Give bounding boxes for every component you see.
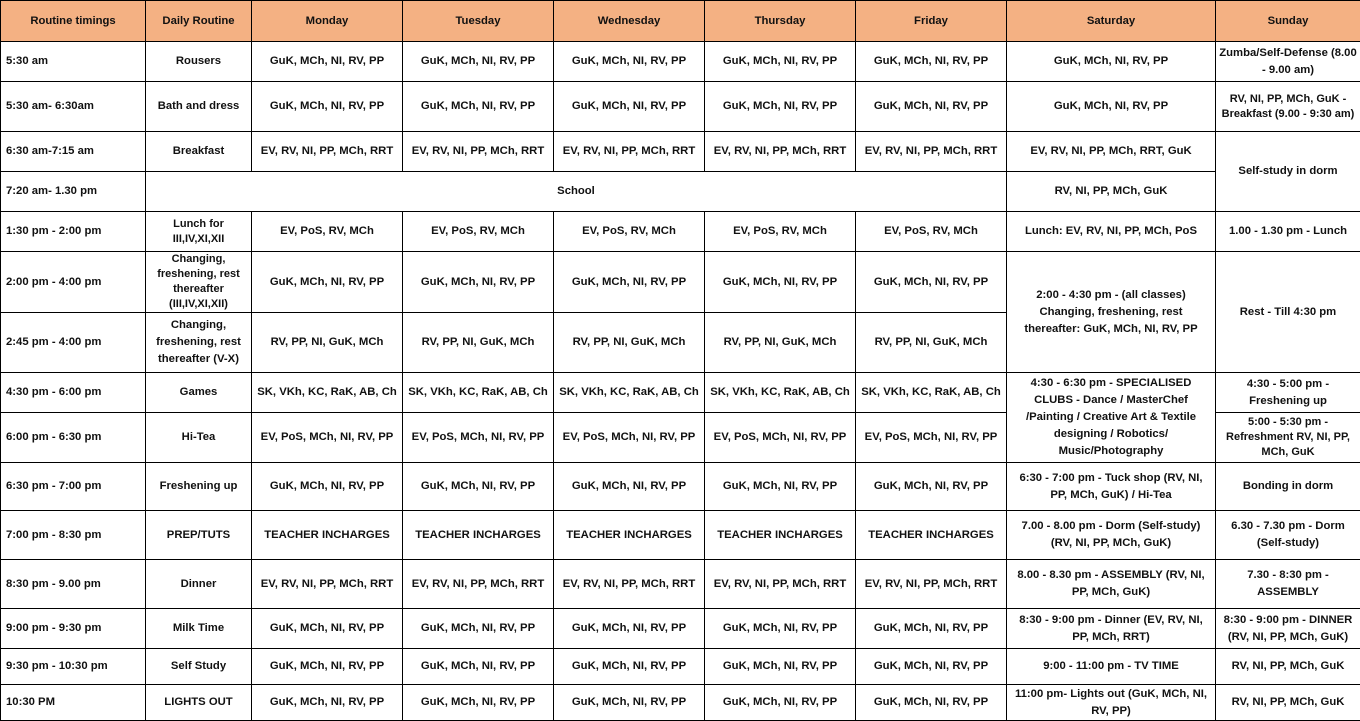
table-row xyxy=(1,463,1360,511)
routine-cell: Bath and dress xyxy=(146,82,252,132)
routine-cell: Breakfast xyxy=(146,132,252,172)
time-cell: 6:30 pm - 7:00 pm xyxy=(1,463,146,511)
monday-cell: GuK, MCh, NI, RV, PP xyxy=(252,82,403,132)
wednesday-cell: RV, PP, NI, GuK, MCh xyxy=(554,313,705,373)
time-cell: 9:00 pm - 9:30 pm xyxy=(1,609,146,649)
monday-cell: GuK, MCh, NI, RV, PP xyxy=(252,463,403,511)
thursday-cell: EV, RV, NI, PP, MCh, RRT xyxy=(705,132,856,172)
thursday-cell: TEACHER INCHARGES xyxy=(705,511,856,560)
wednesday-cell: GuK, MCh, NI, RV, PP xyxy=(554,685,705,721)
sunday-cell: RV, NI, PP, MCh, GuK xyxy=(1216,685,1360,721)
sunday-cell: Self-study in dorm xyxy=(1216,132,1360,212)
tuesday-cell: TEACHER INCHARGES xyxy=(403,511,554,560)
time-cell: 4:30 pm - 6:00 pm xyxy=(1,373,146,413)
monday-cell: GuK, MCh, NI, RV, PP xyxy=(252,252,403,313)
monday-cell: EV, RV, NI, PP, MCh, RRT xyxy=(252,560,403,609)
table-row xyxy=(1,42,1360,82)
table-row xyxy=(1,172,1360,212)
monday-cell: EV, PoS, MCh, NI, RV, PP xyxy=(252,413,403,463)
routine-cell: Hi-Tea xyxy=(146,413,252,463)
wednesday-cell: EV, PoS, MCh, NI, RV, PP xyxy=(554,413,705,463)
thursday-cell: EV, PoS, RV, MCh xyxy=(705,212,856,252)
friday-cell: RV, PP, NI, GuK, MCh xyxy=(856,313,1007,373)
friday-cell: GuK, MCh, NI, RV, PP xyxy=(856,42,1007,82)
sunday-cell: RV, NI, PP, MCh, GuK xyxy=(1216,649,1360,685)
saturday-cell: RV, NI, PP, MCh, GuK xyxy=(1007,172,1216,212)
friday-cell: EV, PoS, RV, MCh xyxy=(856,212,1007,252)
time-cell: 7:20 am- 1.30 pm xyxy=(1,172,146,212)
routine-cell: Freshening up xyxy=(146,463,252,511)
table-row xyxy=(1,649,1360,685)
thursday-cell: RV, PP, NI, GuK, MCh xyxy=(705,313,856,373)
tuesday-cell: GuK, MCh, NI, RV, PP xyxy=(403,649,554,685)
friday-cell: EV, RV, NI, PP, MCh, RRT xyxy=(856,132,1007,172)
routine-cell: Dinner xyxy=(146,560,252,609)
tuesday-cell: GuK, MCh, NI, RV, PP xyxy=(403,82,554,132)
header-routine-timings: Routine timings xyxy=(1,1,146,42)
wednesday-cell: SK, VKh, KC, RaK, AB, Ch xyxy=(554,373,705,413)
thursday-cell: GuK, MCh, NI, RV, PP xyxy=(705,82,856,132)
wednesday-cell: GuK, MCh, NI, RV, PP xyxy=(554,82,705,132)
tuesday-cell: GuK, MCh, NI, RV, PP xyxy=(403,609,554,649)
thursday-cell: EV, PoS, MCh, NI, RV, PP xyxy=(705,413,856,463)
header-monday: Monday xyxy=(252,1,403,42)
header-tuesday: Tuesday xyxy=(403,1,554,42)
sunday-cell: 5:00 - 5:30 pm - Refreshment RV, NI, PP, MCh, GuK xyxy=(1216,413,1360,463)
routine-cell: Milk Time xyxy=(146,609,252,649)
time-cell: 10:30 PM xyxy=(1,685,146,721)
header-thursday: Thursday xyxy=(705,1,856,42)
tuesday-cell: EV, PoS, MCh, NI, RV, PP xyxy=(403,413,554,463)
monday-cell: GuK, MCh, NI, RV, PP xyxy=(252,42,403,82)
time-cell: 5:30 am- 6:30am xyxy=(1,82,146,132)
saturday-cell: 11:00 pm- Lights out (GuK, MCh, NI, RV, PP) xyxy=(1007,685,1216,721)
table-row xyxy=(1,685,1360,721)
table-row xyxy=(1,560,1360,609)
friday-cell: GuK, MCh, NI, RV, PP xyxy=(856,609,1007,649)
saturday-cell: 6:30 - 7:00 pm - Tuck shop (RV, NI, PP, MCh, GuK) / Hi-Tea xyxy=(1007,463,1216,511)
tuesday-cell: GuK, MCh, NI, RV, PP xyxy=(403,42,554,82)
sunday-cell: Rest - Till 4:30 pm xyxy=(1216,252,1360,373)
table-row xyxy=(1,252,1360,313)
saturday-cell: 7.00 - 8.00 pm - Dorm (Self-study) (RV, NI, PP, MCh, GuK) xyxy=(1007,511,1216,560)
wednesday-cell: EV, RV, NI, PP, MCh, RRT xyxy=(554,560,705,609)
time-cell: 7:00 pm - 8:30 pm xyxy=(1,511,146,560)
tuesday-cell: SK, VKh, KC, RaK, AB, Ch xyxy=(403,373,554,413)
thursday-cell: GuK, MCh, NI, RV, PP xyxy=(705,42,856,82)
tuesday-cell: GuK, MCh, NI, RV, PP xyxy=(403,463,554,511)
monday-cell: TEACHER INCHARGES xyxy=(252,511,403,560)
tuesday-cell: EV, RV, NI, PP, MCh, RRT xyxy=(403,132,554,172)
header-saturday: Saturday xyxy=(1007,1,1216,42)
friday-cell: SK, VKh, KC, RaK, AB, Ch xyxy=(856,373,1007,413)
monday-cell: EV, PoS, RV, MCh xyxy=(252,212,403,252)
time-cell: 8:30 pm - 9.00 pm xyxy=(1,560,146,609)
time-cell: 9:30 pm - 10:30 pm xyxy=(1,649,146,685)
sunday-cell: 8:30 - 9:00 pm - DINNER (RV, NI, PP, MCh, GuK) xyxy=(1216,609,1360,649)
header-wednesday: Wednesday xyxy=(554,1,705,42)
table-row xyxy=(1,373,1360,413)
sunday-cell: 6.30 - 7.30 pm - Dorm (Self-study) xyxy=(1216,511,1360,560)
wednesday-cell: TEACHER INCHARGES xyxy=(554,511,705,560)
wednesday-cell: GuK, MCh, NI, RV, PP xyxy=(554,609,705,649)
thursday-cell: GuK, MCh, NI, RV, PP xyxy=(705,609,856,649)
routine-cell: Lunch for III,IV,XI,XII xyxy=(146,212,252,252)
friday-cell: GuK, MCh, NI, RV, PP xyxy=(856,463,1007,511)
table-row xyxy=(1,511,1360,560)
time-cell: 6:30 am-7:15 am xyxy=(1,132,146,172)
time-cell: 6:00 pm - 6:30 pm xyxy=(1,413,146,463)
wednesday-cell: GuK, MCh, NI, RV, PP xyxy=(554,463,705,511)
friday-cell: TEACHER INCHARGES xyxy=(856,511,1007,560)
sunday-cell: Zumba/Self-Defense (8.00 - 9.00 am) xyxy=(1216,42,1360,82)
routine-cell: Changing, freshening, rest thereafter (V-X) xyxy=(146,313,252,373)
time-cell: 2:45 pm - 4:00 pm xyxy=(1,313,146,373)
table-row xyxy=(1,132,1360,172)
tuesday-cell: GuK, MCh, NI, RV, PP xyxy=(403,252,554,313)
monday-cell: EV, RV, NI, PP, MCh, RRT xyxy=(252,132,403,172)
saturday-cell: 2:00 - 4:30 pm - (all classes) Changing, freshening, rest thereafter: GuK, MCh, NI, RV, PP xyxy=(1007,252,1216,373)
sunday-cell: 1.00 - 1.30 pm - Lunch xyxy=(1216,212,1360,252)
saturday-cell: 8:30 - 9:00 pm - Dinner (EV, RV, NI, PP, MCh, RRT) xyxy=(1007,609,1216,649)
saturday-cell: GuK, MCh, NI, RV, PP xyxy=(1007,82,1216,132)
header-sunday: Sunday xyxy=(1216,1,1360,42)
friday-cell: GuK, MCh, NI, RV, PP xyxy=(856,685,1007,721)
wednesday-cell: GuK, MCh, NI, RV, PP xyxy=(554,42,705,82)
table-row xyxy=(1,609,1360,649)
friday-cell: EV, PoS, MCh, NI, RV, PP xyxy=(856,413,1007,463)
tuesday-cell: RV, PP, NI, GuK, MCh xyxy=(403,313,554,373)
thursday-cell: GuK, MCh, NI, RV, PP xyxy=(705,463,856,511)
routine-cell: PREP/TUTS xyxy=(146,511,252,560)
wednesday-cell: EV, PoS, RV, MCh xyxy=(554,212,705,252)
routine-cell: Changing, freshening, rest thereafter (III,IV,XI,XII) xyxy=(146,252,252,313)
saturday-cell: 8.00 - 8.30 pm - ASSEMBLY (RV, NI, PP, MCh, GuK) xyxy=(1007,560,1216,609)
time-cell: 1:30 pm - 2:00 pm xyxy=(1,212,146,252)
wednesday-cell: GuK, MCh, NI, RV, PP xyxy=(554,649,705,685)
thursday-cell: EV, RV, NI, PP, MCh, RRT xyxy=(705,560,856,609)
saturday-cell: Lunch: EV, RV, NI, PP, MCh, PoS xyxy=(1007,212,1216,252)
routine-cell: Games xyxy=(146,373,252,413)
time-cell: 2:00 pm - 4:00 pm xyxy=(1,252,146,313)
monday-cell: GuK, MCh, NI, RV, PP xyxy=(252,649,403,685)
friday-cell: GuK, MCh, NI, RV, PP xyxy=(856,252,1007,313)
sunday-cell: RV, NI, PP, MCh, GuK - Breakfast (9.00 - 9:30 am) xyxy=(1216,82,1360,132)
thursday-cell: GuK, MCh, NI, RV, PP xyxy=(705,252,856,313)
monday-cell: RV, PP, NI, GuK, MCh xyxy=(252,313,403,373)
sunday-cell: 7.30 - 8:30 pm - ASSEMBLY xyxy=(1216,560,1360,609)
friday-cell: EV, RV, NI, PP, MCh, RRT xyxy=(856,560,1007,609)
tuesday-cell: EV, RV, NI, PP, MCh, RRT xyxy=(403,560,554,609)
saturday-cell: GuK, MCh, NI, RV, PP xyxy=(1007,42,1216,82)
saturday-cell: 4:30 - 6:30 pm - SPECIALISED CLUBS - Dance / MasterChef /Painting / Creative Art & Textile designing / Robotics/ Music/Photography xyxy=(1007,373,1216,463)
monday-cell: GuK, MCh, NI, RV, PP xyxy=(252,685,403,721)
routine-cell: Rousers xyxy=(146,42,252,82)
monday-cell: SK, VKh, KC, RaK, AB, Ch xyxy=(252,373,403,413)
wednesday-cell: GuK, MCh, NI, RV, PP xyxy=(554,252,705,313)
saturday-cell: EV, RV, NI, PP, MCh, RRT, GuK xyxy=(1007,132,1216,172)
table-row xyxy=(1,212,1360,252)
sunday-cell: Bonding in dorm xyxy=(1216,463,1360,511)
friday-cell: GuK, MCh, NI, RV, PP xyxy=(856,649,1007,685)
header-row xyxy=(1,1,1360,42)
thursday-cell: SK, VKh, KC, RaK, AB, Ch xyxy=(705,373,856,413)
header-daily-routine: Daily Routine xyxy=(146,1,252,42)
routine-cell: Self Study xyxy=(146,649,252,685)
routine-cell: LIGHTS OUT xyxy=(146,685,252,721)
time-cell: 5:30 am xyxy=(1,42,146,82)
thursday-cell: GuK, MCh, NI, RV, PP xyxy=(705,685,856,721)
school-cell: School xyxy=(146,172,1007,212)
tuesday-cell: GuK, MCh, NI, RV, PP xyxy=(403,685,554,721)
friday-cell: GuK, MCh, NI, RV, PP xyxy=(856,82,1007,132)
sunday-cell: 4:30 - 5:00 pm - Freshening up xyxy=(1216,373,1360,413)
wednesday-cell: EV, RV, NI, PP, MCh, RRT xyxy=(554,132,705,172)
saturday-cell: 9:00 - 11:00 pm - TV TIME xyxy=(1007,649,1216,685)
table-row xyxy=(1,82,1360,132)
thursday-cell: GuK, MCh, NI, RV, PP xyxy=(705,649,856,685)
header-friday: Friday xyxy=(856,1,1007,42)
tuesday-cell: EV, PoS, RV, MCh xyxy=(403,212,554,252)
monday-cell: GuK, MCh, NI, RV, PP xyxy=(252,609,403,649)
